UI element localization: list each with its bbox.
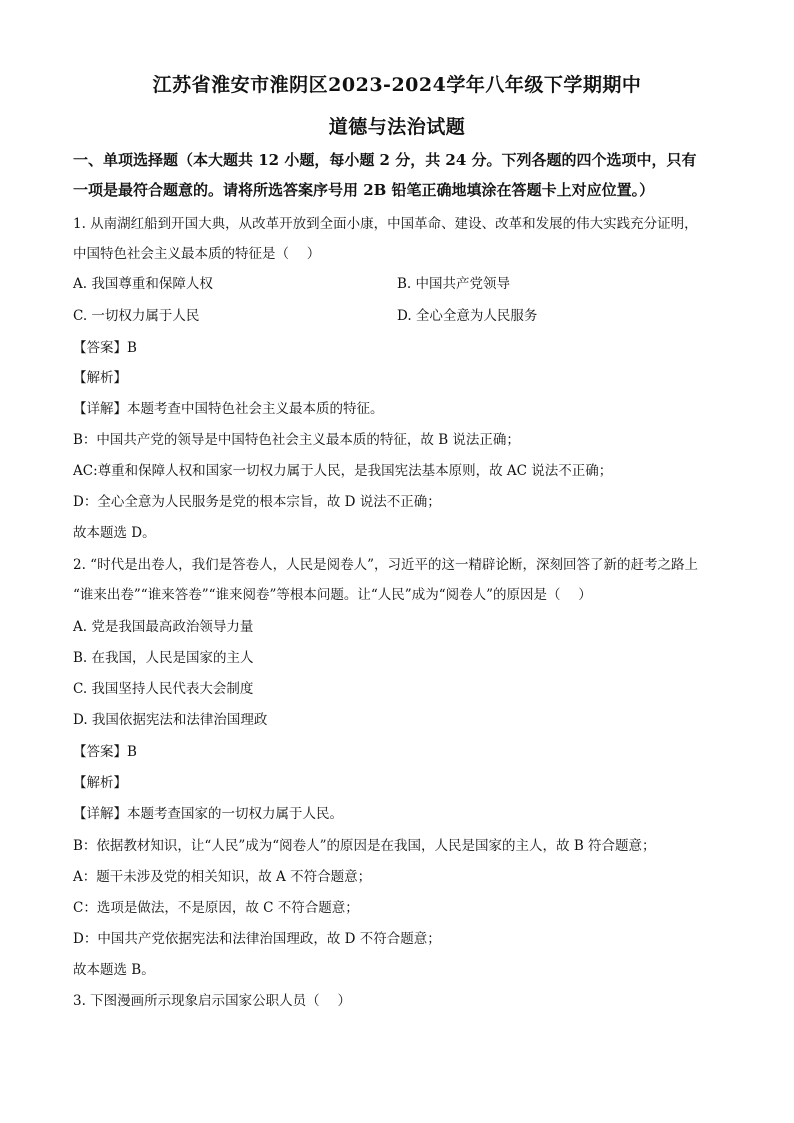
q1-analysis-label: 【解析】 [73, 370, 127, 386]
q2-option-a: A. 党是我国最高政治领导力量 [73, 619, 254, 635]
q2-conclusion: 故本题选 B。 [73, 962, 155, 978]
q2-explain-a: A：题干未涉及党的相关知识，故 A 不符合题意； [73, 869, 372, 885]
q2-explain-d: D：中国共产党依据宪法和法律治国理政，故 D 不符合题意； [73, 931, 441, 947]
q2-stem-line2: “谁来出卷”“谁来答卷”“谁来阅卷”等根本问题。让“人民”成为“阅卷人”的原因是（ ） [73, 587, 592, 603]
q1-explain-ac: AC:尊重和保障人权和国家一切权力属于人民，是我国宪法基本原则，故 AC 说法不正确； [73, 463, 613, 479]
q3-stem-line1: 3. 下图漫画所示现象启示国家公职人员（ ） [73, 993, 351, 1009]
q2-detail: 【详解】本题考查国家的一切权力属于人民。 [73, 806, 343, 822]
q2-option-c: C. 我国坚持人民代表大会制度 [73, 681, 254, 697]
q2-answer: 【答案】B [73, 744, 137, 760]
q1-option-a: A. 我国尊重和保障人权 [73, 276, 213, 292]
q1-conclusion: 故本题选 D。 [73, 525, 156, 541]
q1-option-b: B. 中国共产党领导 [397, 276, 511, 292]
doc-title: 江苏省淮安市淮阴区2023-2024学年八年级下学期期中 [152, 74, 642, 96]
q2-option-b: B. 在我国，人民是国家的主人 [73, 650, 254, 666]
q2-option-d: D. 我国依据宪法和法律治国理政 [73, 712, 268, 728]
q1-stem-line2: 中国特色社会主义最本质的特征是（ ） [73, 246, 321, 262]
section-heading-line2: 一项是最符合题意的。请将所选答案序号用 2B 铅笔正确地填涂在答题卡上对应位置。） [73, 181, 655, 199]
q1-explain-b: B：中国共产党的领导是中国特色社会主义最本质的特征，故 B 说法正确； [73, 432, 520, 448]
q2-explain-b: B：依据教材知识，让“人民”成为“阅卷人”的原因是在我国，人民是国家的主人，故 B 符合题意； [73, 838, 656, 854]
q1-stem-line1: 1. 从南湖红船到开国大典，从改革开放到全面小康，中国革命、建设、改革和发展的伟大实践充分证明， [73, 216, 698, 232]
q1-detail: 【详解】本题考查中国特色社会主义最本质的特征。 [73, 401, 384, 417]
q1-answer: 【答案】B [73, 340, 137, 356]
section-heading-line1: 一、单项选择题（本大题共 12 小题，每小题 2 分，共 24 分。下列各题的四个选项中，只有 [73, 151, 697, 169]
doc-subtitle: 道德与法治试题 [328, 116, 466, 138]
q1-explain-d: D：全心全意为人民服务是党的根本宗旨，故 D 说法不正确； [73, 494, 441, 510]
q1-option-d: D. 全心全意为人民服务 [397, 308, 538, 324]
q2-analysis-label: 【解析】 [73, 775, 127, 791]
q1-option-c: C. 一切权力属于人民 [73, 308, 200, 324]
q2-stem-line1: 2. “时代是出卷人，我们是答卷人，人民是阅卷人”，习近平的这一精辟论断，深刻回答了新的赶考之路上 [73, 557, 698, 573]
q2-explain-c: C：选项是做法，不是原因，故 C 不符合题意； [73, 900, 359, 916]
